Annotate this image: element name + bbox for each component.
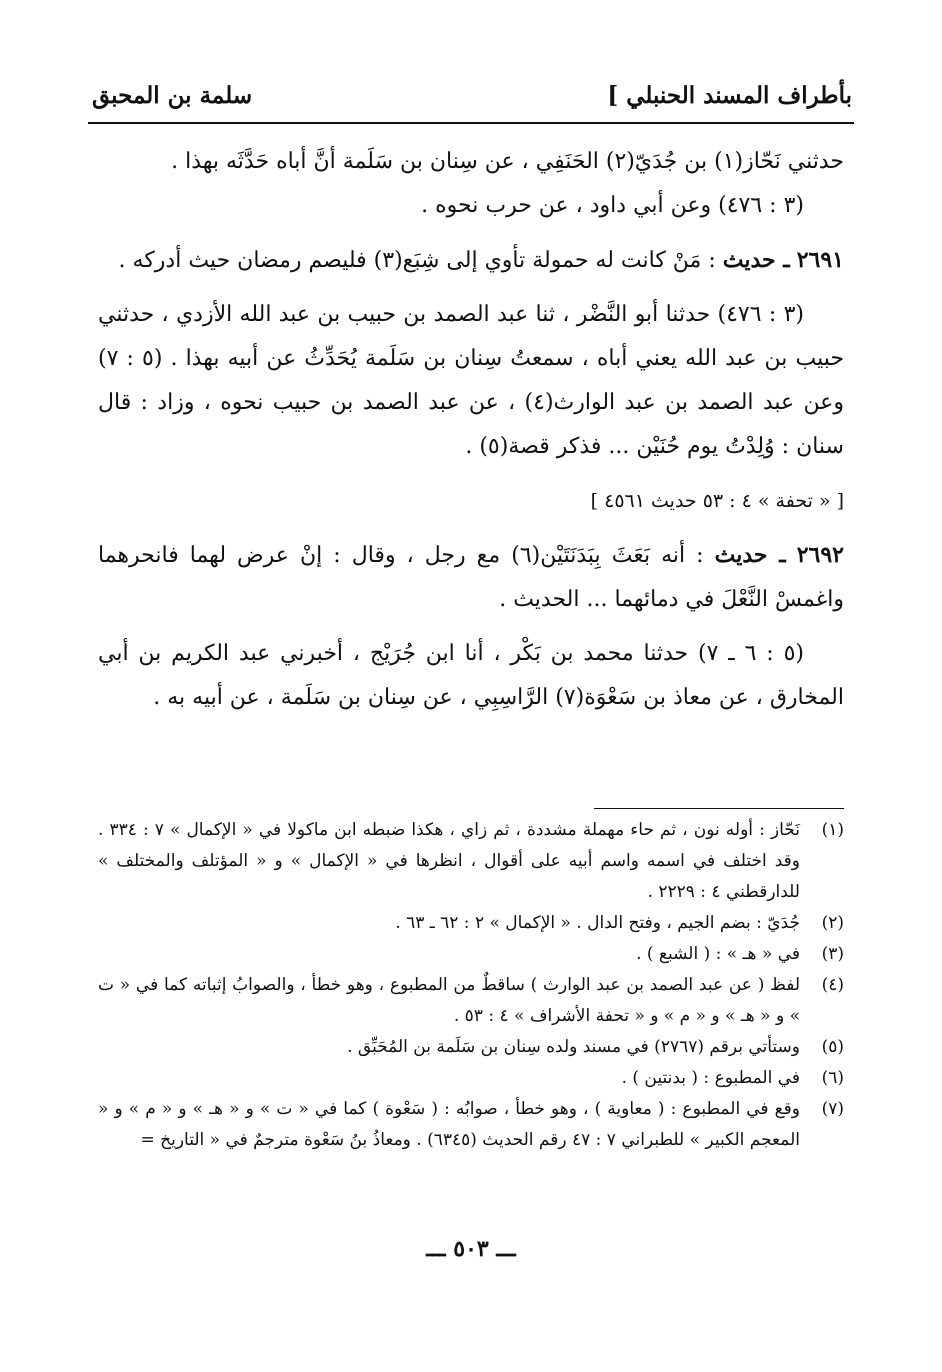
footnote bbox=[98, 815, 844, 908]
running-header-section: سلمة بن المحبق bbox=[92, 82, 253, 109]
paragraph-chain-end: حدثني نَحّاز(١) بن جُدَيّ(٢) الحَنَفِي ، عن سِنان بن سَلَمة أنَّ أباه حَدَّثَه بهذا . bbox=[171, 149, 844, 174]
hadith-label: ـ حديث bbox=[714, 542, 786, 568]
footnote-rule bbox=[594, 808, 844, 809]
footnote-number: (٣) bbox=[821, 944, 844, 964]
paragraph-cross-reference: (٣ : ٤٧٦) وعن أبي داود ، عن حرب نحوه . bbox=[421, 193, 804, 218]
footnote bbox=[98, 970, 844, 1032]
footnote-number: (٤) bbox=[821, 975, 844, 995]
paragraph-isnad: (٣ : ٤٧٦) حدثنا أبو النَّضْر ، ثنا عبد الصمد بن حبيب بن عبد الله الأزدي ، حدثني حبيب بن عبد الله يعني أباه ، سمعتُ سِنان بن سَلَمة يُحَدِّثُ عن أبيه بهذا . (٥ : ٧) وعن عبد الصمد بن عبد الوارث(٤) ، عن عبد الصمد بن حبيب نحوه ، وزاد : قال سنان : وُلِدْتُ يوم حُنَيْن ... فذكر قصة(٥) . bbox=[98, 302, 844, 459]
hadith-matn: : مَنْ كانت له حمولة تأوي إلى شِبَع(٣) فليصم رمضان حيث أدركه . bbox=[118, 248, 716, 273]
footnote-number: (٥) bbox=[821, 1037, 844, 1057]
footnote-text: نَحّاز : أوله نون ، ثم حاء مهملة مشددة ، ثم زاي ، هكذا ضبطه ابن ماكولا في « الإكمال » ٧ : ٣٣٤ . وقد اختلف في اسمه واسم أبيه على أقوال ، انظرها في « الإكمال » و « المؤتلف والمختلف » للدارقطني ٤ : ٢٢٢٩ . bbox=[98, 820, 800, 902]
hadith-number: ٢٦٩١ bbox=[796, 247, 844, 273]
footnote-text: لفظ ( عن عبد الصمد بن عبد الوارث ) ساقطٌ من المطبوع ، وهو خطأ ، والصوابُ إثباته كما في « ت » و « هـ » و « م » و « تحفة الأشراف » ٤ : ٥٣ . bbox=[98, 975, 800, 1026]
main-text bbox=[98, 140, 844, 720]
running-header-title: بأطراف المسند الحنبلي ] bbox=[607, 82, 852, 109]
header-rule bbox=[88, 122, 854, 124]
footnote-number: (١) bbox=[821, 820, 844, 840]
footnote-text: وقع في المطبوع : ( معاوية ) ، وهو خطأ ، صوابُه : ( سَعْوة ) كما في « ت » و « هـ » و « م » و « المعجم الكبير » للطبراني ٧ : ٤٧ رقم الحديث (٦٣٤٥) . ومعاذُ بنُ سَعْوة مترجمٌ في « التاريخ = bbox=[98, 1099, 800, 1150]
footnote bbox=[98, 1063, 844, 1094]
footnote-text: في « هـ » : ( الشبع ) . bbox=[636, 944, 800, 964]
footnote bbox=[98, 1094, 844, 1156]
footnote-text: في المطبوع : ( بدنتين ) . bbox=[621, 1068, 800, 1088]
footnote bbox=[98, 939, 844, 970]
hadith-matn: : أنه بَعَثَ بِبَدَنَتَيْن(٦) مع رجل ، وقال : إنْ عرض لهما فانحرهما واغمسْ النَّعْلَ في دمائهما ... الحديث . bbox=[98, 543, 844, 612]
hadith-label: ـ حديث bbox=[722, 247, 790, 273]
footnote-number: (٧) bbox=[821, 1099, 844, 1119]
hadith-number: ٢٦٩٢ bbox=[796, 542, 844, 568]
hadith-2692 bbox=[98, 533, 844, 622]
footnote-number: (٢) bbox=[821, 913, 844, 933]
paragraph-isnad: (٥ : ٦ ـ ٧) حدثنا محمد بن بَكْر ، أنا ابن جُرَيْج ، أخبرني عبد الكريم بن أبي المخارق ، عن معاذ بن سَعْوَة(٧) الرَّاسِبِي ، عن سِنان بن سَلَمة ، عن أبيه به . bbox=[98, 641, 844, 710]
hadith-2691 bbox=[98, 238, 844, 283]
footnote bbox=[98, 908, 844, 939]
footnote-text: وستأتي برقم (٢٧٦٧) في مسند ولده سِنان بن سَلَمة بن المُحَبِّق . bbox=[347, 1037, 800, 1057]
page-number: ـــ ٥٠٣ ـــ bbox=[426, 1236, 516, 1262]
tuhfa-reference: [ « تحفة » ٤ : ٥٣ حديث ٤٥٦١ ] bbox=[590, 490, 844, 512]
footnote-text: جُدَيّ : بضم الجيم ، وفتح الدال . « الإكمال » ٢ : ٦٢ ـ ٦٣ . bbox=[395, 913, 800, 933]
footnote-number: (٦) bbox=[821, 1068, 844, 1088]
footnotes bbox=[98, 815, 844, 1156]
footnote bbox=[98, 1032, 844, 1063]
